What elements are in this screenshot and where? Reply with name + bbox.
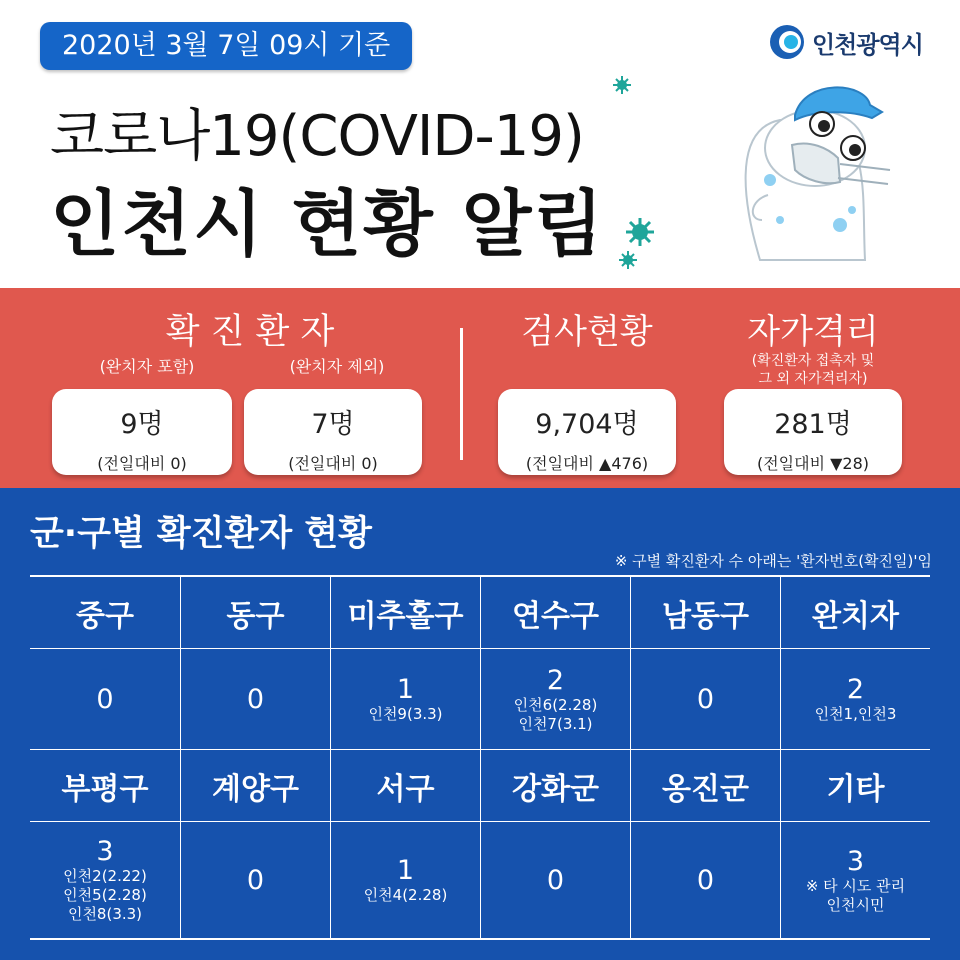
city-logo [770, 22, 923, 62]
date-badge: 2020년 3월 7일 09시 기준 [40, 22, 412, 70]
district-count: 0 [246, 864, 265, 896]
district-count: 2 [846, 674, 865, 705]
tests-box [498, 389, 676, 475]
district-cell [330, 822, 480, 938]
district-count: 1 [396, 855, 415, 886]
virus-icon-small [619, 251, 637, 269]
title-line-1: 코로나19(COVID-19) [50, 104, 584, 169]
tests-value: 9,704명 [535, 409, 639, 440]
virus-icon [613, 76, 631, 94]
district-cell [180, 649, 330, 749]
district-name: 계양구 [180, 750, 330, 821]
quarantine-change: (전일대비 ▼28) [756, 454, 870, 473]
district-count: 3 [96, 836, 114, 867]
quarantine-sub-2: 그 외 자가격리자) [758, 371, 868, 387]
district-name: 서구 [330, 750, 480, 821]
district-cell [180, 822, 330, 938]
patient-id: 인천9(3.3) [368, 705, 443, 723]
district-count: 0 [696, 864, 715, 896]
district-name: 남동구 [630, 577, 780, 648]
district-count: 1 [396, 674, 415, 705]
confirmed-excl-box [244, 389, 422, 475]
district-count: 0 [546, 864, 565, 896]
virus-icon-large [626, 218, 654, 246]
district-cell [30, 822, 180, 938]
district-cell [330, 649, 480, 749]
district-cell [30, 649, 180, 749]
title-line-2: 인천시 현황 알림 [50, 182, 605, 266]
confirmed-incl-sub: (완치자 포함) [99, 357, 195, 376]
confirmed-label: 확 진 환 자 [165, 312, 335, 352]
confirmed-excl-change: (전일대비 0) [288, 454, 378, 473]
confirmed-excl-sub: (완치자 제외) [289, 357, 385, 376]
district-count: 3 [846, 845, 865, 877]
district-title: 군·구별 확진환자 현황 [30, 514, 372, 554]
confirmed-incl-change: (전일대비 0) [97, 454, 187, 473]
quarantine-label: 자가격리 [747, 312, 879, 352]
district-name: 옹진군 [630, 750, 780, 821]
district-name: 강화군 [480, 750, 630, 821]
patient-id: 인천7(3.1) [518, 714, 593, 733]
district-header-row [30, 749, 930, 821]
district-data-row [30, 821, 930, 940]
confirmed-excl-value: 7명 [311, 409, 355, 440]
district-table [30, 575, 930, 940]
district-note: ※ 구별 확진환자 수 아래는 '환자번호(확진일)'임 [614, 552, 932, 570]
district-count: 0 [96, 683, 114, 715]
district-cell [630, 649, 780, 749]
district-name: 중구 [76, 598, 134, 634]
district-name: 미추홀구 [330, 577, 480, 648]
district-cell [630, 822, 780, 938]
district-count: 0 [696, 683, 715, 715]
quarantine-value: 281명 [774, 409, 852, 440]
patient-id: ※ 타 시도 관리 [805, 876, 906, 895]
district-cell [780, 822, 930, 938]
district-cell [480, 822, 630, 938]
district-section [0, 488, 960, 960]
confirmed-incl-box [52, 389, 232, 475]
district-name: 부평구 [61, 771, 149, 807]
district-name: 완치자 [780, 577, 930, 648]
stats-divider [460, 328, 463, 460]
district-cell [480, 649, 630, 749]
patient-id: 인천시민 [826, 895, 885, 914]
patient-id: 인천2(2.22) [63, 867, 147, 885]
mascot-illustration [600, 60, 910, 285]
district-name: 동구 [180, 577, 330, 648]
header-section [0, 0, 960, 288]
district-count: 2 [546, 664, 565, 696]
patient-id: 인천8(3.3) [67, 905, 143, 923]
district-count: 0 [246, 683, 265, 715]
district-header-row [30, 575, 930, 648]
district-data-row [30, 648, 930, 749]
patient-id: 인천1,인천3 [814, 705, 897, 723]
quarantine-sub-1: (확진환자 접촉자 및 [751, 353, 875, 369]
stats-band [0, 288, 960, 488]
tests-change: (전일대비 ▲476) [525, 454, 649, 473]
patient-id: 인천6(2.28) [513, 695, 598, 714]
district-cell [780, 649, 930, 749]
district-name: 연수구 [480, 577, 630, 648]
tests-label: 검사현황 [521, 312, 653, 352]
patient-id: 인천4(2.28) [363, 886, 448, 904]
quarantine-box [724, 389, 902, 475]
confirmed-incl-value: 9명 [120, 409, 164, 440]
patient-id: 인천5(2.28) [63, 886, 147, 904]
district-name: 기타 [780, 750, 930, 821]
incheon-logo-icon [770, 25, 804, 59]
logo-text: 인천광역시 [812, 30, 923, 59]
